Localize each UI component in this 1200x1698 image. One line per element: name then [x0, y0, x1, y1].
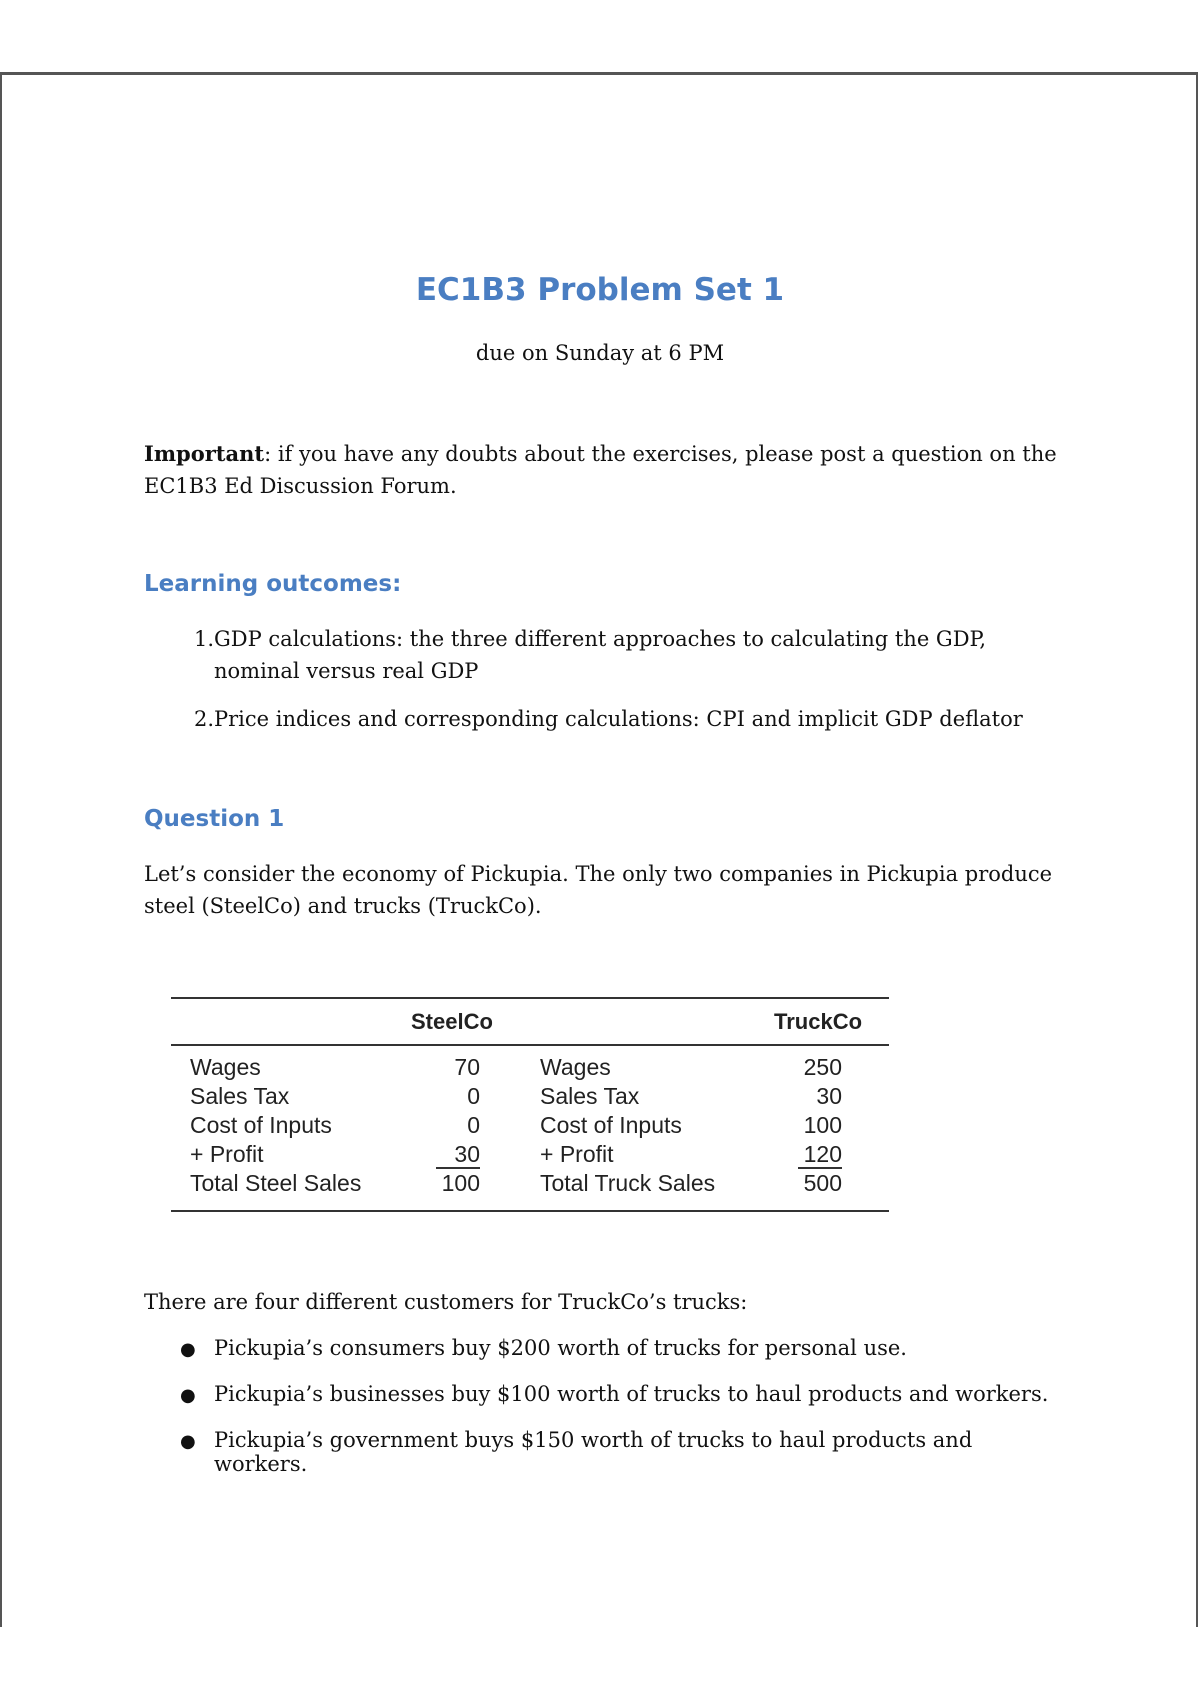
bullet-icon: ●	[180, 1431, 196, 1452]
list-item-text: Price indices and corresponding calculations: CPI and implicit GDP deflator	[214, 707, 1023, 731]
list-item	[180, 1336, 1060, 1382]
truck-row-value: 500	[803, 1170, 842, 1196]
customers-intro: There are four different customers for TruckCo’s trucks:	[144, 1290, 748, 1314]
truck-row-value: 30	[816, 1083, 842, 1109]
steel-row-value: 70	[454, 1054, 480, 1080]
steel-row-value: 0	[467, 1112, 480, 1138]
list-item	[180, 1382, 1060, 1428]
truck-row-label: Sales Tax	[540, 1083, 640, 1109]
bullet-icon: ●	[180, 1339, 196, 1360]
table-header	[171, 999, 889, 1046]
truck-row-label: Total Truck Sales	[540, 1170, 716, 1196]
list-item	[180, 1428, 1060, 1474]
document-subtitle: due on Sunday at 6 PM	[475, 341, 725, 365]
steel-row-label: Wages	[190, 1054, 261, 1080]
list-item-text: Pickupia’s businesses buy $100 worth of trucks to haul products and workers.	[214, 1382, 1049, 1406]
learning-outcomes-heading: Learning outcomes:	[144, 571, 402, 597]
steel-row-label: + Profit	[190, 1141, 264, 1167]
truck-row-label: Wages	[540, 1054, 611, 1080]
question-heading: Question 1	[144, 806, 285, 832]
table-body	[171, 1046, 889, 1210]
truck-row-label: + Profit	[540, 1141, 614, 1167]
steelco-header: SteelCo	[411, 1009, 493, 1034]
steel-row-value: 0	[467, 1083, 480, 1109]
list-item	[176, 623, 1056, 687]
customers-list	[180, 1336, 1060, 1474]
question-text: Let’s consider the economy of Pickupia. The only two companies in Pickupia produce steel (SteelCo) and trucks (TruckCo).	[144, 862, 1053, 918]
truck-row-value: 250	[803, 1054, 842, 1080]
list-item-text: GDP calculations: the three different approaches to calculating the GDP, nominal versus real GDP	[214, 627, 987, 683]
steel-row-label: Cost of Inputs	[190, 1112, 332, 1138]
gdp-table	[171, 997, 889, 1212]
learning-outcomes-list	[176, 623, 1056, 735]
bullet-icon: ●	[180, 1385, 196, 1406]
list-item-number: 1.	[193, 627, 214, 651]
steel-row-label: Total Steel Sales	[190, 1170, 362, 1196]
truck-row-value: 120	[798, 1140, 842, 1169]
truck-row-value: 100	[803, 1112, 842, 1138]
important-text: : if you have any doubts about the exercises, please post a question on the EC1B3 Ed Discussion Forum.	[144, 442, 1057, 498]
list-item	[176, 703, 1056, 735]
list-item-text: Pickupia’s consumers buy $200 worth of trucks for personal use.	[214, 1336, 907, 1360]
truckco-header: TruckCo	[774, 1009, 863, 1034]
steel-row-value: 30	[436, 1140, 480, 1169]
list-item-text: Pickupia’s government buys $150 worth of trucks to haul products and workers.	[214, 1428, 973, 1476]
important-note	[144, 438, 1074, 502]
document-title: EC1B3 Problem Set 1	[415, 272, 785, 308]
steel-row-label: Sales Tax	[190, 1083, 290, 1109]
list-item-number: 2.	[193, 707, 214, 731]
truck-row-label: Cost of Inputs	[540, 1112, 682, 1138]
important-label: Important	[144, 441, 265, 466]
steel-row-value: 100	[441, 1170, 480, 1196]
